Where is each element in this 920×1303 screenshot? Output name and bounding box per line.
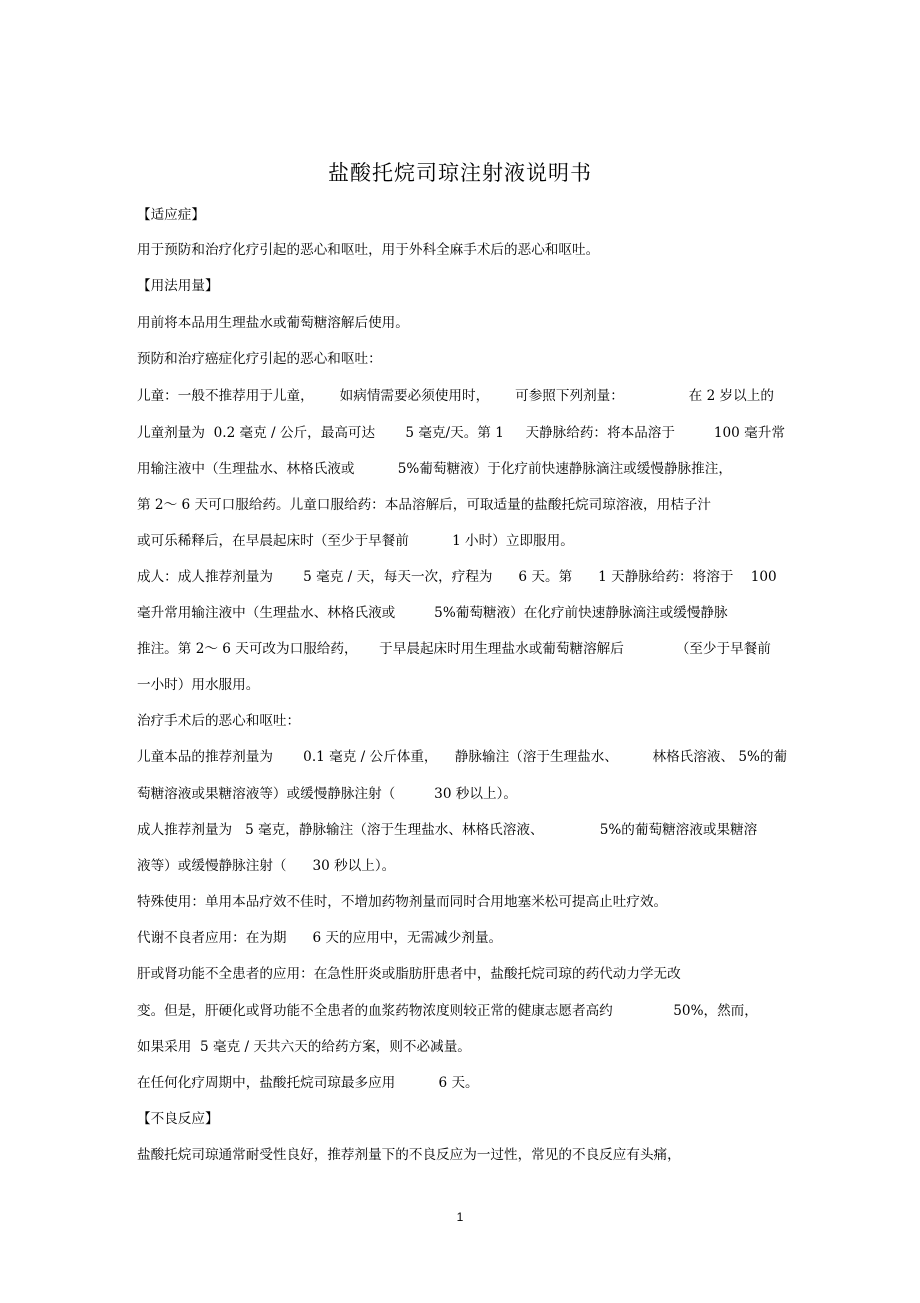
paragraph-line: 如果采用 5 毫克 / 天共六天的给药方案，则不必减量。 [137, 1039, 471, 1055]
paragraph-line: 第 2～ 6 天可口服给药。儿童口服给药：本品溶解后，可取适量的盐酸托烷司琼溶液，用桔子汁 [137, 497, 712, 513]
paragraph-line: 儿童剂量为 0.2 毫克 / 公斤，最高可达 5 毫克/天。第 1 天静脉给药：将本品溶于 100 毫升常 [137, 425, 785, 441]
paragraph-line: 液等）或缓慢静脉注射（ 30 秒以上）。 [137, 858, 396, 874]
section-heading-indications: 【适应症】 [137, 207, 205, 223]
paragraph-line: 推注。第 2～ 6 天可改为口服给药， 于早晨起床时用生理盐水或葡萄糖溶解后 （至少于早餐前 [137, 641, 771, 657]
paragraph-line: 变。但是，肝硬化或肾功能不全患者的血浆药物浓度则较正常的健康志愿者高约 50%，然而， [137, 1003, 758, 1019]
section-heading-dosage: 【用法用量】 [137, 278, 219, 294]
paragraph-line: 在任何化疗周期中，盐酸托烷司琼最多应用 6 天。 [137, 1075, 479, 1091]
paragraph-line: 毫升常用输注液中（生理盐水、林格氏液或 5%葡萄糖液）在化疗前快速静脉滴注或缓慢静脉 [137, 605, 728, 621]
paragraph-line: 儿童本品的推荐剂量为 0.1 毫克 / 公斤体重， 静脉输注（溶于生理盐水、 林格氏溶液、 5%的葡 [137, 749, 788, 765]
paragraph-line: 或可乐稀释后，在早晨起床时（至少于早餐前 1 小时）立即服用。 [137, 533, 574, 549]
page-number: 1 [456, 1210, 464, 1224]
paragraph-line: 成人推荐剂量为 5 毫克，静脉输注（溶于生理盐水、林格氏溶液、 5%的葡萄糖溶液或果糖溶 [137, 822, 758, 838]
paragraph-line: 预防和治疗癌症化疗引起的恶心和呕吐： [137, 351, 382, 367]
paragraph-line: 用前将本品用生理盐水或葡萄糖溶解后使用。 [137, 315, 409, 331]
paragraph-line: 成人：成人推荐剂量为 5 毫克 / 天，每天一次，疗程为 6 天。第 1 天静脉给药：将溶于 100 [137, 569, 777, 585]
paragraph-line: 用于预防和治疗化疗引起的恶心和呕吐，用于外科全麻手术后的恶心和呕吐。 [137, 242, 600, 258]
paragraph-line: 肝或肾功能不全患者的应用：在急性肝炎或脂肪肝患者中，盐酸托烷司琼的药代动力学无改 [137, 966, 681, 982]
section-heading-adverse-reactions: 【不良反应】 [137, 1111, 219, 1127]
paragraph-line: 盐酸托烷司琼通常耐受性良好，推荐剂量下的不良反应为一过性，常见的不良反应有头痛， [137, 1147, 681, 1163]
paragraph-line: 儿童：一般不推荐用于儿童， 如病情需要必须使用时， 可参照下列剂量： 在 2 岁以上的 [137, 388, 774, 404]
paragraph-line: 一小时）用水服用。 [137, 677, 260, 693]
paragraph-line: 治疗手术后的恶心和呕吐： [137, 713, 301, 729]
paragraph-line: 特殊使用：单用本品疗效不佳时，不增加药物剂量而同时合用地塞米松可提高止吐疗效。 [137, 894, 668, 910]
paragraph-line: 萄糖溶液或果糖溶液等）或缓慢静脉注射（ 30 秒以上）。 [137, 786, 517, 802]
document-title: 盐酸托烷司琼注射液说明书 [328, 161, 592, 185]
paragraph-line: 代谢不良者应用：在为期 6 天的应用中，无需减少剂量。 [137, 930, 503, 946]
paragraph-line: 用输注液中（生理盐水、林格氏液或 5%葡萄糖液）于化疗前快速静脉滴注或缓慢静脉推注， [137, 461, 732, 477]
